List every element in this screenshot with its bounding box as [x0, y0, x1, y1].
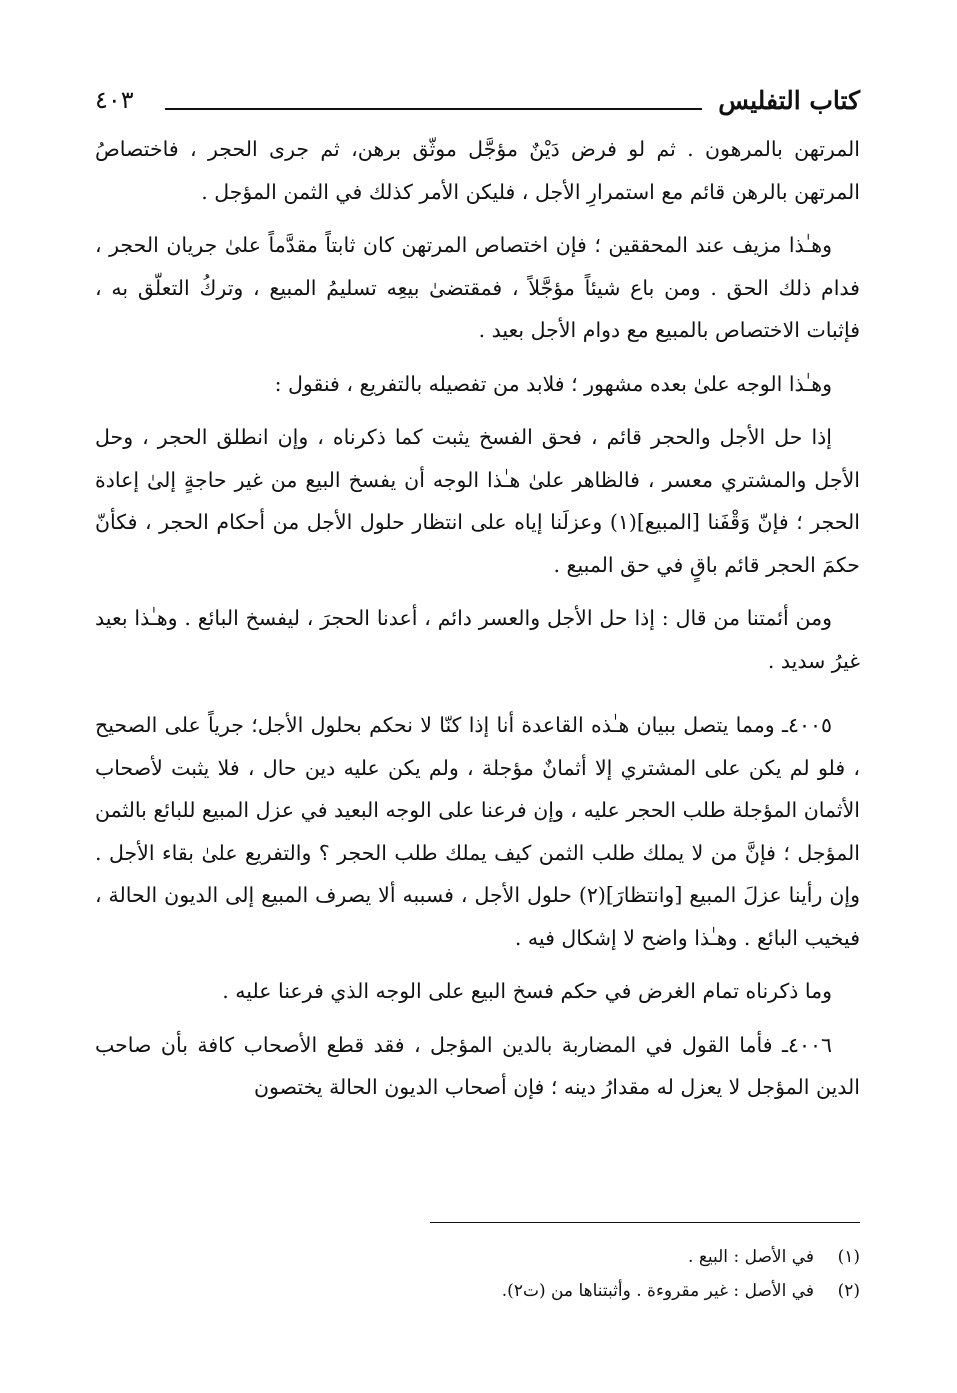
section-paragraph-4006: ٤٠٠٦ـ فأما القول في المضاربة بالدين المؤجل ، فقد قطع الأصحاب كافة بأن صاحب الدين المؤجل لا يعزل له مقدارُ دينه ؛ فإن أصحاب الديون الحالة يختصون	[95, 1032, 860, 1099]
paragraph: وهـٰذا الوجه علىٰ بعده مشهور ؛ فلابد من تفصيله بالتفريع ، فنقول :	[274, 371, 832, 396]
paragraph: وهـٰذا مزيف عند المحققين ؛ فإن اختصاص المرتهن كان ثابتاً مقدَّماً علىٰ جريان الحجر ، فدام ذلك الحق . ومن باع شيئاً مؤجَّلاً ، فمقتضىٰ بيعِه تسليمُ المبيع ، وتركُ التعلّق به ، فإثبات الاختصاص بالمبيع مع دوام الأجل بعيد .	[95, 233, 860, 342]
paragraph: إذا حل الأجل والحجر قائم ، فحق الفسخ يثبت كما ذكرناه ، وإن انطلق الحجر ، وحل الأجل والمشتري معسر ، فالظاهر علىٰ هـٰذا الوجه أن يفسخ البيع من غير حاجةٍ إلىٰ إعادة الحجر ؛ فإنّ وَقْفَنا [المبيع](١) وعزلَنا إياه على انتظار حلول الأجل من أحكام الحجر ، فكأنّ حكمَ الحجر قائم باقٍ في حق المبيع .	[95, 425, 860, 577]
paragraph: المرتهن بالمرهون . ثم لو فرض دَيْنٌ مؤجَّل موثّق برهن، ثم جرى الحجر ، فاختصاصُ المرتهن بالرهن قائم مع استمرارِ الأجل ، فليكن الأمر كذلك في الثمن المؤجل .	[95, 137, 860, 204]
page-header	[95, 84, 860, 124]
footnote-text: في الأصل : البيع .	[688, 1247, 814, 1267]
chapter-title: كتاب التفليس	[718, 86, 860, 115]
main-text	[95, 128, 860, 1109]
header-rule	[165, 108, 702, 110]
footnote-number: (١)	[837, 1247, 860, 1267]
footnote-item	[95, 1240, 860, 1274]
footnote-divider	[430, 1222, 860, 1223]
paragraph: وما ذكرناه تمام الغرض في حكم فسخ البيع على الوجه الذي فرعنا عليه .	[222, 979, 832, 1003]
footnotes	[95, 1240, 860, 1308]
paragraph: ومن أئمتنا من قال : إذا حل الأجل والعسر دائم ، أعدنا الحجرَ ، ليفسخ البائع . وهـٰذا بعيد غيرُ سديد .	[95, 606, 860, 673]
footnote-number: (٢)	[837, 1281, 860, 1301]
footnote-item	[95, 1274, 860, 1308]
section-paragraph-4005: ٤٠٠٥ـ ومما يتصل ببيان هـٰذه القاعدة أنا إذا كنّا لا نحكم بحلول الأجل؛ جرياً على الصحيح ، فلو لم يكن على المشتري إلا أثمانٌ مؤجلة ، ولم يكن عليه دين حال ، فلا يثبت لأصحاب الأثمان المؤجلة طلب الحجر عليه ، وإن فرعنا على الوجه البعيد في عزل المبيع للبائع بالثمن المؤجل ؛ فإنَّ من لا يملك طلب الثمن كيف يملك طلب الحجر ؟ والتفريع علىٰ بقاء الأجل . وإن رأينا عزلَ المبيع [وانتظارَ](٢) حلول الأجل ، فسببه ألا يصرف المبيع إلى الديون الحالة ، فيخيب البائع . وهـٰذا واضح لا إشكال فيه .	[95, 713, 861, 950]
page-number: ٤٠٣	[95, 86, 134, 114]
footnote-text: في الأصل : غير مقروءة . وأثبتناها من (ت٢).	[501, 1281, 814, 1301]
